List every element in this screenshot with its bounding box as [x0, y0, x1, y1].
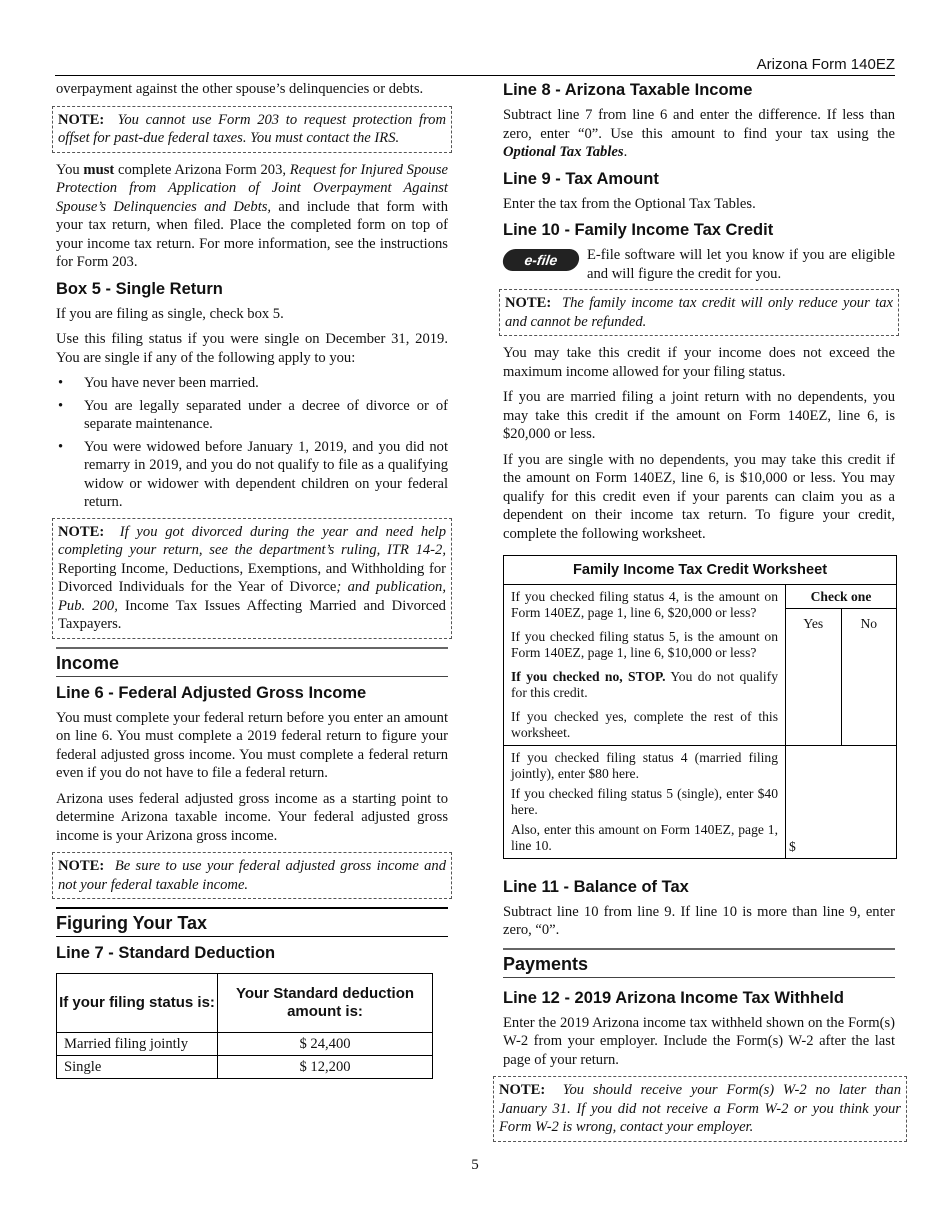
single-conditions-list [56, 374, 448, 512]
check-columns [786, 609, 896, 745]
page-number: 5 [471, 1157, 479, 1173]
worksheet-question-1: If you checked filing status 4, is the amount on Form 140EZ, page 1, line 6, $20,000 or less? [511, 588, 778, 620]
line12-paragraph: Enter the 2019 Arizona income tax withheld shown on the Form(s) W-2 from your employer. Include the Form(s) W-2 after the last page of your return. [503, 1014, 895, 1068]
table-cell: $ 24,400 [218, 1033, 433, 1056]
note-label: NOTE: [499, 1082, 546, 1098]
note-label: NOTE: [58, 523, 105, 540]
line9-heading: Line 9 - Tax Amount [503, 169, 659, 188]
payments-section-heading: Payments [503, 948, 895, 978]
form-name: Arizona Form 140EZ [756, 56, 895, 73]
text-run: You [56, 161, 84, 178]
table-cell: $ 12,200 [218, 1056, 433, 1079]
worksheet-title: Family Income Tax Credit Worksheet [504, 556, 896, 585]
line9-paragraph: Enter the tax from the Optional Tax Tables. [503, 195, 756, 212]
line6-paragraph-2: Arizona uses federal adjusted gross income as a starting point to determine Arizona taxable income. Your federal adjusted gross income is your Arizona gross income. [56, 790, 448, 844]
note-w2 [493, 1076, 907, 1142]
efile-logo: e-file [501, 249, 580, 271]
note-family-credit [499, 289, 899, 336]
worksheet-stop [511, 669, 778, 701]
text-run: . [623, 144, 628, 160]
note-italic-run: ; and publication, Pub. 200, [58, 579, 446, 614]
table-header-cell: Your Standard deduction amount is: [218, 974, 433, 1033]
note-label: NOTE: [58, 858, 105, 874]
check-yes-column[interactable]: Yes [786, 609, 842, 745]
text-run: Subtract line 7 from line 6 and enter the difference. If less than zero, enter “0”. Use this amount to find your tax using the [503, 107, 895, 142]
line6-heading: Line 6 - Federal Adjusted Gross Income [56, 683, 367, 702]
line10-heading: Line 10 - Family Income Tax Credit [503, 221, 774, 239]
box5-heading: Box 5 - Single Return [56, 279, 223, 298]
line11-paragraph: Subtract line 10 from line 9. If line 10 is more than line 9, enter zero, “0”. [503, 903, 895, 938]
family-credit-worksheet [503, 555, 897, 859]
worksheet-questions [504, 585, 896, 746]
check-no-column[interactable]: No [860, 616, 878, 631]
worksheet-amount-line-10: Also, enter this amount on Form 140EZ, page 1, line 10. [511, 821, 778, 853]
standard-deduction-table [56, 973, 433, 1079]
note-federal-agi [52, 852, 452, 899]
line6-paragraph-1: You must complete your federal return before you enter an amount on line 6. You must complete a 2019 federal return to figure your federal adjusted gross income. You must complete a federal return even if you do not have to file a federal return. [56, 709, 448, 781]
income-section-heading: Income [56, 647, 448, 677]
table-cell: Single [57, 1056, 218, 1079]
worksheet-yes-instruction: If you checked yes, complete the rest of this worksheet. [511, 708, 778, 740]
note-text-run: Reporting Income, Deductions, Exemptions, and Withholding for Divorced Individuals for the Year of Divorce [58, 560, 446, 595]
worksheet-amount-field[interactable] [786, 746, 896, 858]
table-row [57, 1033, 433, 1056]
note-text: Be sure to use your federal adjusted gross income and not your federal taxable income. [58, 858, 446, 893]
emphasis-must: must [83, 161, 115, 178]
efile-callout [503, 246, 895, 283]
line10-paragraph-1: You may take this credit if your income does not exceed the maximum income allowed for your filing status. [503, 345, 895, 380]
check-one-header: Check one [786, 585, 896, 610]
worksheet-amount-text [504, 746, 786, 858]
stop-bold: If you checked no, STOP. [511, 668, 666, 684]
text-run: and include that form with your tax return, when filed. Place the completed form on top of your income tax return. For more information, see the instructions for Form 203. [56, 198, 449, 270]
line10-paragraph-2: If you are married filing a joint return with no dependents, you may take this credit if the amount on Form 140EZ, line 6, is $20,000 or less. [503, 389, 895, 442]
note-form-203 [52, 106, 452, 153]
list-item: • You have never been married. [56, 374, 448, 393]
note-text-run: Income Tax Issues Affecting Married and Divorced Taxpayers. [58, 597, 446, 632]
line12-heading: Line 12 - 2019 Arizona Income Tax Withheld [503, 988, 844, 1007]
text-run: complete Arizona Form 203, [114, 161, 290, 178]
line10-paragraph-3: If you are single with no dependents, you may take this credit if the amount on Form 140EZ, line 6, is $10,000 or less. You may qualify for this credit even if your parents can claim you as a dependent on their income tax return. To figure your credit, complete the following worksheet. [503, 451, 895, 542]
list-item: • You are legally separated under a decree of divorce or of separate maintenance. [56, 397, 448, 434]
table-header-cell: If your filing status is: [57, 974, 218, 1033]
dollar-sign: $ [789, 839, 796, 854]
list-item: • You were widowed before January 1, 2019, and you did not remarry in 2019, and you do not qualify to file as a qualifying widow or widower with dependent children on your federal return. [56, 438, 448, 512]
text-run: You do not qualify for this credit. [511, 668, 778, 700]
note-text: The family income tax credit will only reduce your tax and cannot be refunded. [505, 295, 893, 330]
table-cell: Married filing jointly [57, 1033, 218, 1056]
worksheet-question-2: If you checked filing status 5, is the amount on Form 140EZ, page 1, line 6, $10,000 or less? [511, 628, 778, 660]
line11-heading: Line 11 - Balance of Tax [503, 877, 689, 896]
line7-heading: Line 7 - Standard Deduction [56, 944, 276, 962]
intro-continued: overpayment against the other spouse’s delinquencies or debts. [56, 81, 424, 97]
optional-tax-tables-emphasis: Optional Tax Tables [503, 144, 624, 160]
right-column [499, 80, 902, 1150]
note-text: You should receive your Form(s) W-2 no later than January 31. If you did not receive a Form W-2 or you think your Form W-2 is wrong, contact your employer. [499, 1082, 902, 1135]
worksheet-amount-section [504, 746, 896, 858]
note-label: NOTE: [505, 295, 552, 311]
form-203-paragraph [56, 161, 448, 272]
worksheet-amount-status-4: If you checked filing status 4 (married filing jointly), enter $80 here. [511, 749, 778, 781]
figuring-tax-section-heading: Figuring Your Tax [56, 907, 448, 937]
box5-paragraph-2: Use this filing status if you were single on December 31, 2019. You are single if any of the following apply to you: [56, 331, 448, 366]
efile-text: E-file software will let you know if you are eligible and will figure the credit for you. [587, 247, 895, 282]
worksheet-question-text [504, 585, 786, 745]
note-divorced [52, 518, 452, 639]
table-header-row [57, 974, 433, 1033]
note-italic-run: If you got divorced during the year and need help completing your return, see the department’s ruling, ITR 14-2, [58, 523, 447, 558]
form-title-italic: Request for Injured Spouse Protection from Application of Joint Overpayment Against Spouse’s Delinquencies and Debts, [56, 161, 449, 215]
worksheet-amount-status-5: If you checked filing status 5 (single), enter $40 here. [511, 785, 778, 817]
header-rule [55, 75, 895, 76]
worksheet-check-columns [786, 585, 896, 745]
line8-heading: Line 8 - Arizona Taxable Income [503, 81, 753, 99]
note-label: NOTE: [58, 111, 105, 128]
table-row [57, 1056, 433, 1079]
left-column [56, 80, 448, 1079]
note-text: You cannot use Form 203 to request protection from offset for past-due federal taxes. You must contact the IRS. [58, 111, 447, 146]
box5-paragraph-1: If you are filing as single, check box 5. [56, 305, 284, 322]
line8-paragraph [503, 106, 895, 162]
